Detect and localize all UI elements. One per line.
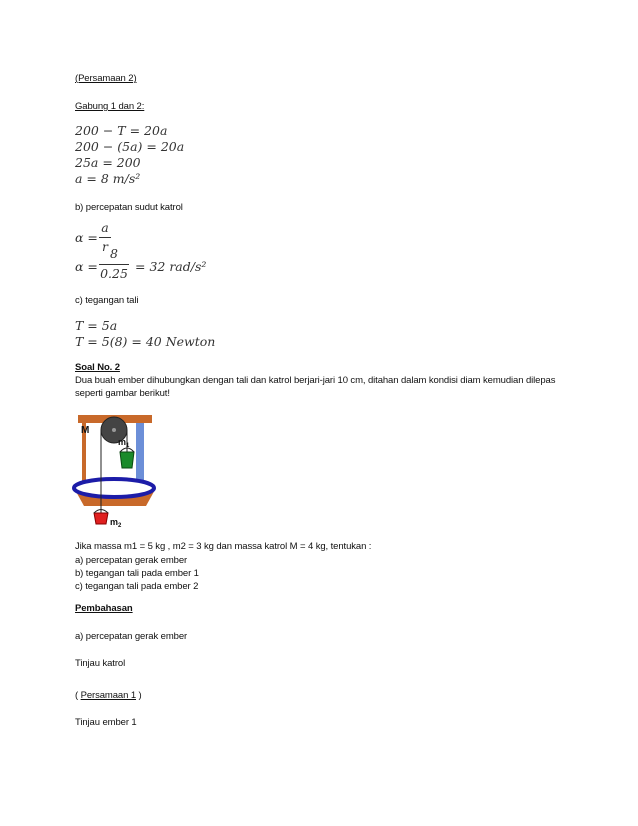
alpha2-rhs: = 32 rad/s²: [135, 259, 207, 274]
alpha-denominator: r: [102, 239, 108, 254]
part-c-heading: c) tegangan tali: [75, 295, 139, 306]
tension-eq-2: T = 5(8) = 40 Newton: [75, 334, 216, 349]
persamaan-1-label: ( Persamaan 1 ): [75, 690, 142, 701]
pembahasan-a: a) percepatan gerak ember: [75, 631, 188, 642]
question-b: b) tegangan tali pada ember 1: [75, 568, 199, 579]
soal-2-text: Dua buah ember dihubungkan dengan tali dan katrol berjari-jari 10 cm, ditahan dalam kondisi diam kemudian dilepas seperti gambar berikut!: [75, 375, 556, 399]
alpha-fraction-bar: [99, 237, 111, 238]
persamaan-2-label: (Persamaan 2): [75, 73, 137, 84]
well-rim: [74, 479, 154, 497]
label-m2: $m_2$: [110, 517, 122, 528]
bucket-2: [94, 513, 108, 524]
given-line: Jika massa m1 = 5 kg , m2 = 3 kg dan massa katrol M = 4 kg, tentukan :: [75, 541, 372, 552]
equation-line-3: 25a = 200: [75, 155, 141, 170]
tinjau-katrol: Tinjau katrol: [75, 658, 126, 669]
tension-eq-1: T = 5a: [75, 318, 118, 333]
tinjau-ember-1: Tinjau ember 1: [75, 717, 137, 728]
pembahasan-title: Pembahasan: [75, 603, 133, 614]
gabung-label: Gabung 1 dan 2:: [75, 101, 145, 112]
alpha2-denominator: 0.25: [100, 266, 128, 281]
alpha2-fraction-bar: [99, 264, 129, 265]
bucket-1: [120, 452, 134, 468]
question-c: c) tegangan tali pada ember 2: [75, 581, 199, 592]
label-m1: $m_1$: [118, 437, 130, 449]
alpha-lhs: α =: [75, 230, 98, 245]
soal-2-title: Soal No. 2: [75, 362, 120, 373]
alpha2-numerator: 8: [110, 246, 118, 261]
pulley-axle: [112, 428, 116, 432]
equation-line-2: 200 − (5a) = 20a: [75, 139, 185, 154]
pulley-bucket-figure: [70, 410, 160, 528]
equation-line-1: 200 − T = 20a: [75, 123, 168, 138]
alpha2-lhs: α =: [75, 259, 98, 274]
equation-line-4: a = 8 m/s²: [75, 171, 141, 186]
question-a: a) percepatan gerak ember: [75, 555, 188, 566]
post: [136, 420, 144, 488]
alpha-numerator: a: [101, 220, 109, 235]
label-M: M: [81, 425, 90, 436]
part-b-heading: b) percepatan sudut katrol: [75, 202, 183, 213]
